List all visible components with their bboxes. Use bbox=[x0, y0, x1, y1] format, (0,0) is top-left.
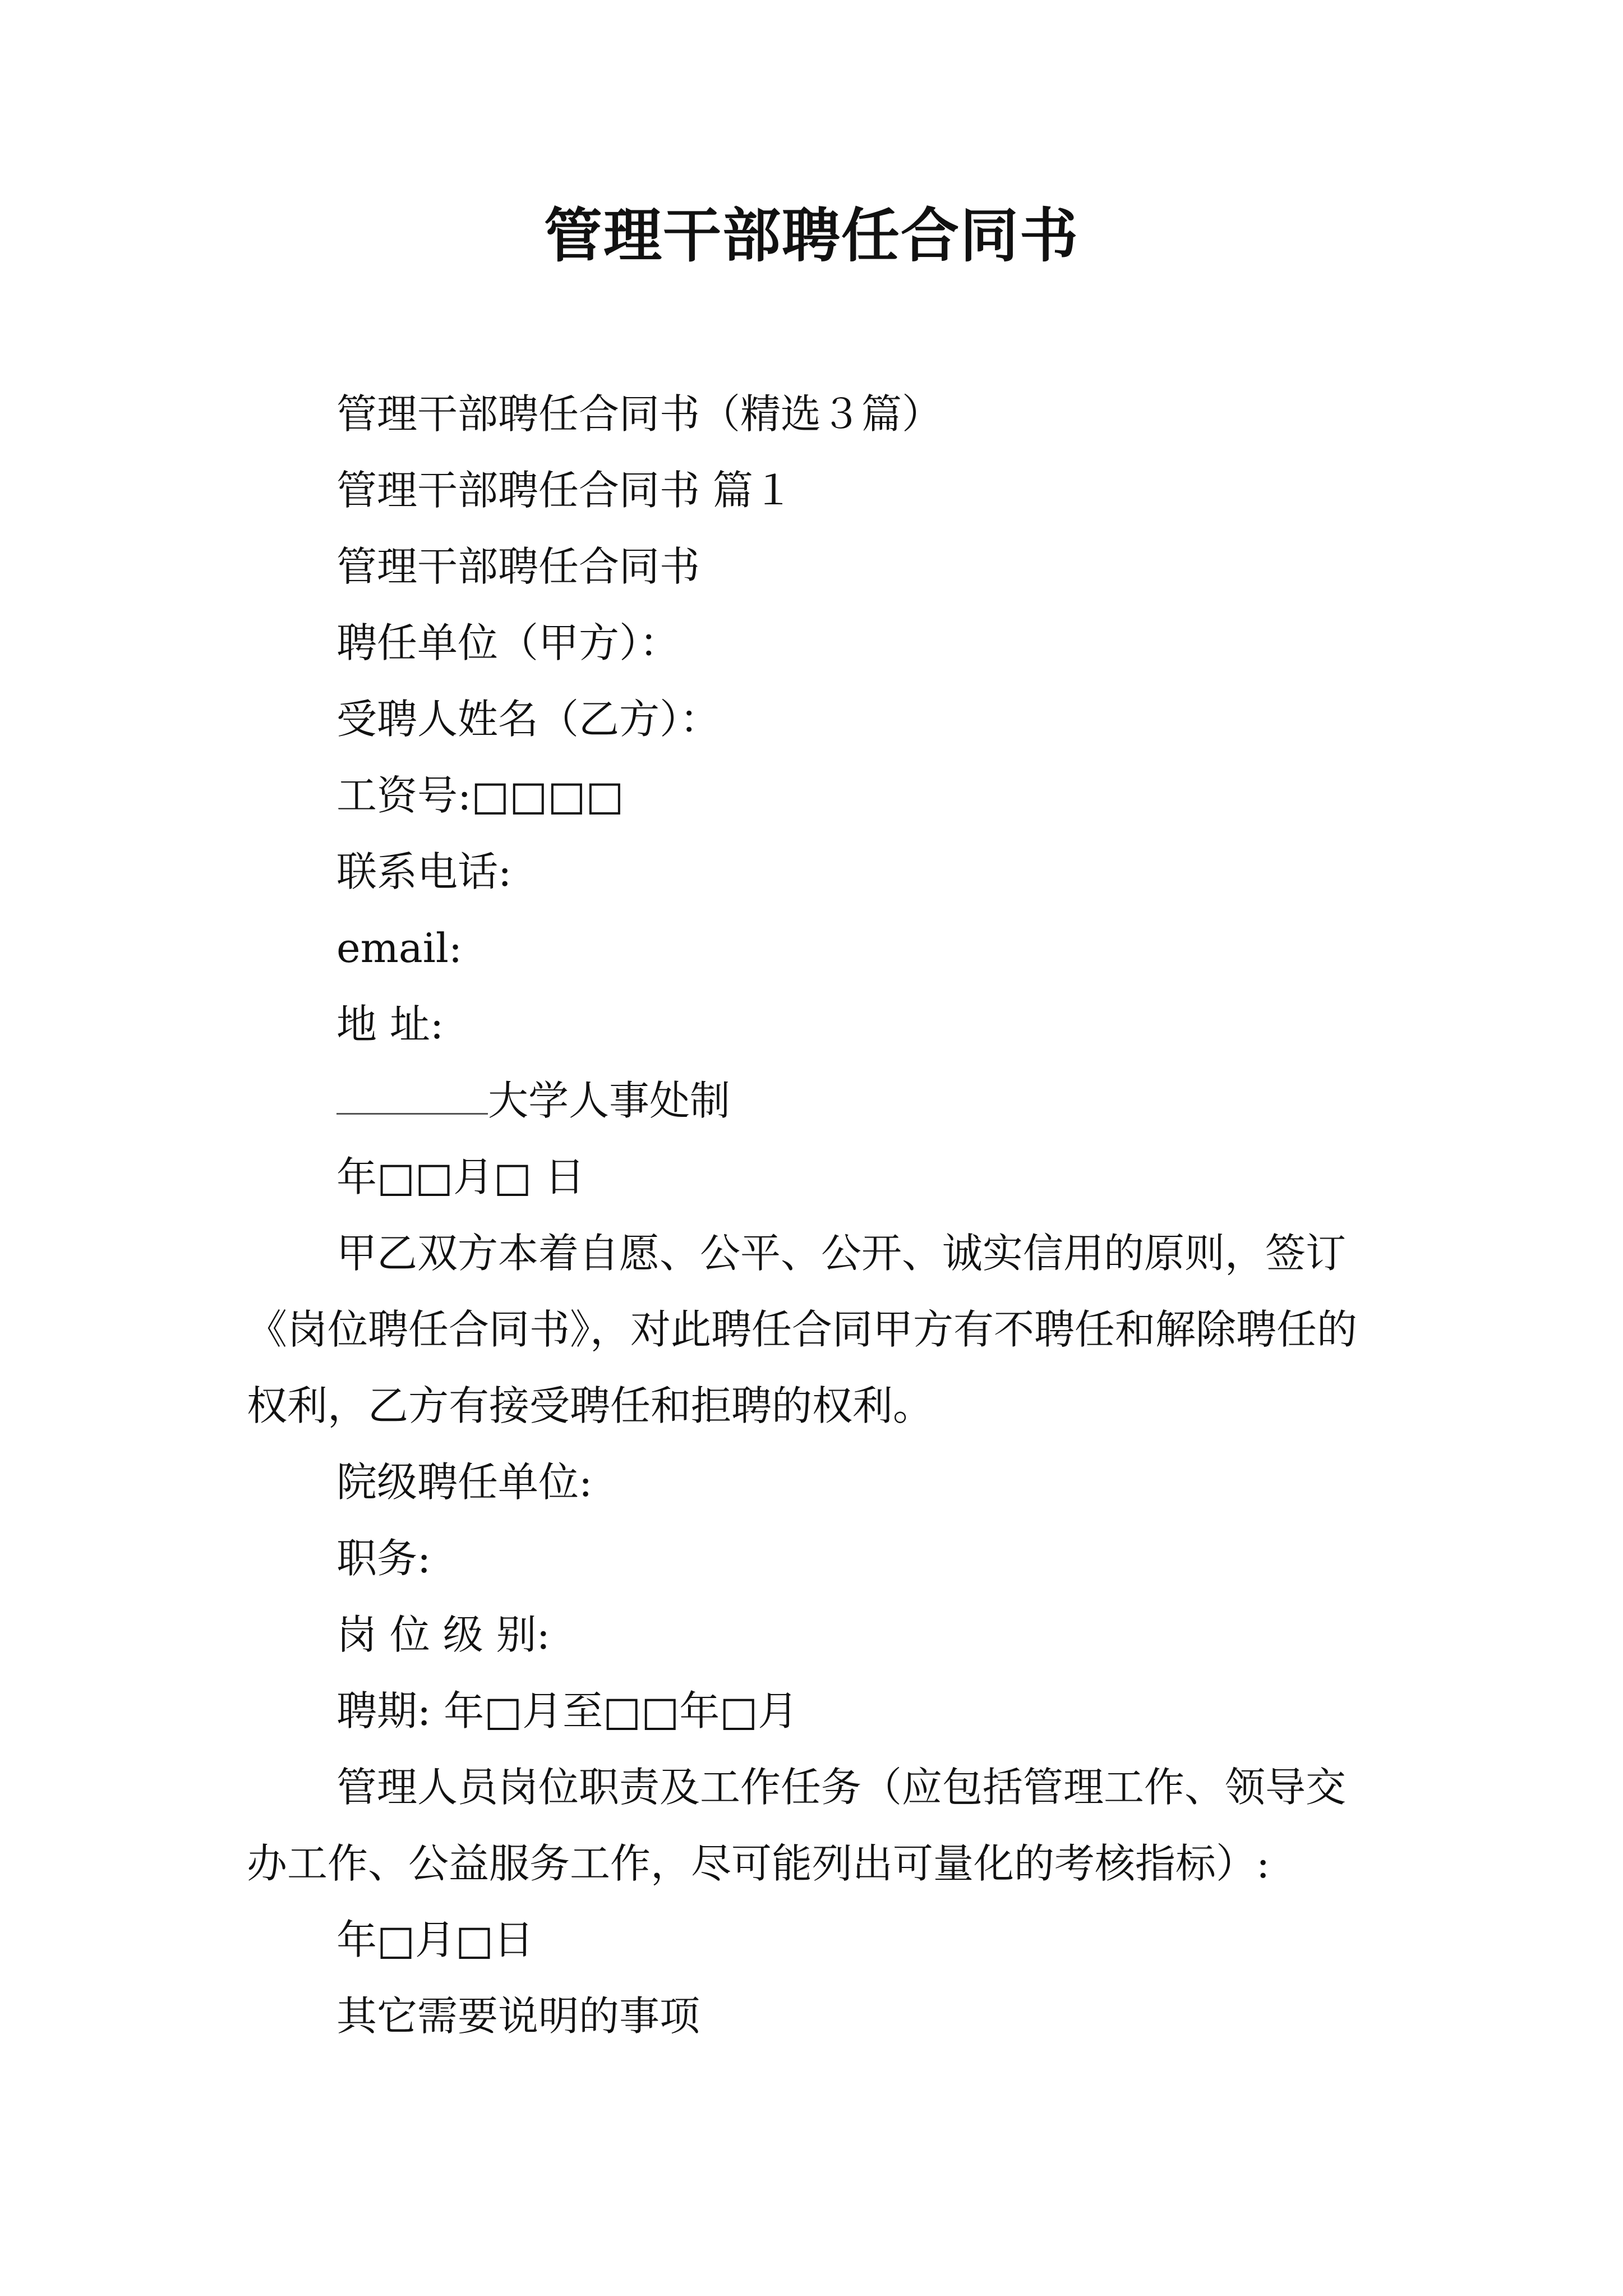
term-field: 聘期: 年□月至□□年□月 bbox=[336, 1687, 799, 1734]
issuer-text: 大学人事处制 bbox=[488, 1077, 731, 1124]
employer-field: 聘任单位（甲方）： bbox=[336, 619, 680, 666]
date-line: 年□月□日 bbox=[336, 1916, 534, 1963]
document-body bbox=[247, 376, 1385, 2054]
preamble-paragraph: 甲乙双方本着自愿、公平、公开、诚实信用的原则，签订《岗位聘任合同书》，对此聘任合同甲方有不聘任和解除聘任的权利，乙方有接受聘任和拒聘的权利。 bbox=[247, 1230, 1358, 1429]
blank-underline bbox=[336, 1079, 488, 1115]
department-field: 院级聘任单位: bbox=[336, 1458, 593, 1506]
contract-title-line: 管理干部聘任合同书 bbox=[336, 543, 700, 590]
position-field: 职务: bbox=[336, 1535, 431, 1582]
document-title: 管理干部聘任合同书 bbox=[543, 201, 1079, 270]
section-heading: 管理干部聘任合同书 篇１ bbox=[336, 467, 794, 514]
address-field: 地 址: bbox=[336, 1001, 444, 1048]
phone-field: 联系电话: bbox=[336, 848, 512, 895]
salary-number-field: 工资号:□□□□ bbox=[336, 772, 624, 819]
duties-paragraph: 管理人员岗位职责及工作任务（应包括管理工作、领导交办工作、公益服务工作，尽可能列出可量化的考核指标）: bbox=[247, 1764, 1347, 1887]
other-matters-line: 其它需要说明的事项 bbox=[336, 1993, 700, 2040]
issue-date-line: 年□□月□ 日 bbox=[336, 1153, 585, 1200]
employee-name-field: 受聘人姓名（乙方）： bbox=[336, 696, 721, 743]
post-level-field: 岗 位 级 别: bbox=[336, 1611, 550, 1658]
subtitle-selection: 管理干部聘任合同书（精选３篇） bbox=[336, 390, 943, 438]
issuer-line bbox=[247, 1062, 1385, 1139]
email-field: email: bbox=[336, 924, 463, 972]
